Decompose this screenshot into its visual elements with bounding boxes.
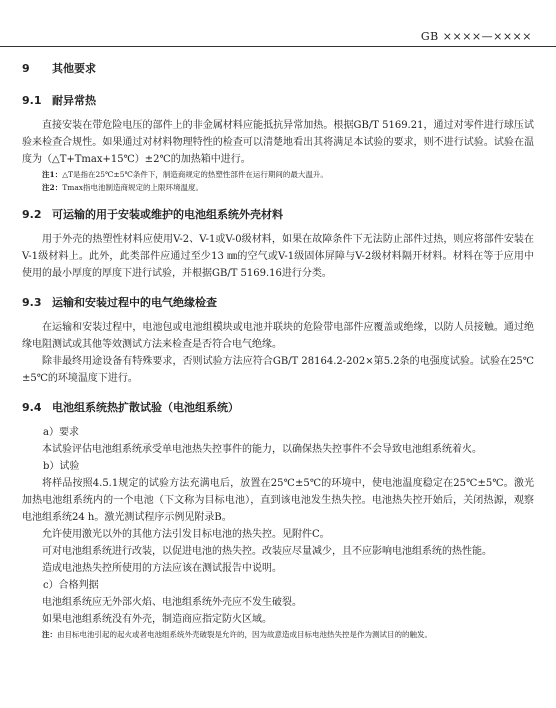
section-number: 9.3	[22, 296, 42, 309]
section-number: 9.1	[22, 94, 42, 107]
subsection-label: c）合格判据	[43, 580, 99, 591]
section-number: 9	[22, 62, 30, 75]
section-9-1-heading	[22, 92, 534, 108]
section-9-2-heading	[22, 206, 534, 222]
note-text: △T是指在25℃±5℃条件下，制造商规定的热塑性部件在运行期间的最大温升。	[62, 170, 328, 179]
note	[22, 628, 534, 641]
note	[22, 181, 534, 194]
paragraph: 电池组系统应无外部火焰、电池组系统外壳应不发生破裂。	[42, 597, 302, 608]
paragraph: 将样品按照4.5.1规定的试验方法充满电后，放置在25℃±5℃的环境中，使电池温度稳定在25℃±5℃。激光加热电池组系统内的一个电池（下文称为目标电池），直到该电池发生热失控。电池热失控开始后，关闭热源，观察电池组系统24 h。激光测试程序示例见附录B。	[22, 478, 534, 523]
section-title: 电池组系统热扩散试验（电池组系统）	[52, 401, 239, 414]
section-number: 9.2	[22, 208, 42, 221]
note	[22, 168, 534, 181]
section-9-3-heading	[22, 294, 534, 310]
note-label: 注1：	[42, 170, 63, 179]
paragraph: 除非最终用途设备有特殊要求，否则试验方法应符合GB/T 28164.2-202×第5.2条的电强度试验。试验在25℃±5℃的环境温度下进行。	[22, 356, 534, 384]
document-body	[22, 60, 534, 641]
paragraph: 造成电池热失控所使用的方法应该在测试报告中说明。	[42, 563, 282, 574]
paragraph: 如果电池组系统没有外壳，制造商应指定防火区域。	[42, 614, 272, 625]
paragraph: 可对电池组系统进行改装，以促进电池的热失控。改装应尽量减少，且不应影响电池组系统的热性能。	[42, 546, 492, 557]
standard-code: GB ××××—××××	[420, 30, 532, 43]
subsection-label: b）试验	[43, 461, 80, 472]
section-title: 可运输的用于安装或维护的电池组系统外壳材料	[52, 208, 283, 221]
section-number: 9.4	[22, 401, 42, 414]
section-9-heading	[22, 60, 534, 76]
paragraph: 在运输和安装过程中，电池包或电池组模块或电池并联块的危险带电部件应覆盖或绝缘，以防人员接触。通过绝缘电阻测试或其他等效测试方法来检查是否符合电气绝缘。	[22, 322, 534, 350]
note-text: 由目标电池引起的起火或者电池组系统外壳破裂是允许的，因为故意造成目标电池热失控是作为测试目的的触发。	[57, 630, 432, 639]
section-title: 耐异常热	[52, 94, 96, 107]
note-label: 注：	[42, 630, 57, 639]
paragraph: 允许使用激光以外的其他方法引发目标电池的热失控。见附件C。	[42, 529, 330, 540]
section-9-4-heading	[22, 399, 534, 415]
paragraph: 直接安装在带危险电压的部件上的非金属材料应能抵抗异常加热。根据GB/T 5169.21，通过对零件进行球压试验来检查合规性。如果通过对材料物理特性的检查可以清楚地看出其将满足本试验的要求，则不进行试验。试验在温度为（△T+Tmax+15℃）±2℃的加热箱中进行。	[22, 120, 534, 165]
paragraph: 本试验评估电池组系统承受单电池热失控事件的能力，以确保热失控事件不会导致电池组系统着火。	[42, 444, 482, 455]
section-title: 其他要求	[52, 62, 96, 75]
note-text: Tmax指电池制造商规定的上限环境温度。	[62, 183, 204, 192]
note-label: 注2：	[42, 183, 63, 192]
paragraph: 用于外壳的热塑性材料应使用V-2、V-1或V-0级材料，如果在故障条件下无法防止部件过热，则应将部件安装在V-1级材料上。此外，此类部件应通过至少13 ㎜的空气或V-1级固体屏障与V-2级材料隔开材料。材料在等于应用中使用的最小厚度的厚度下进行试验，并根据GB/T 5169.16进行分类。	[22, 234, 534, 279]
subsection-label: a）要求	[43, 427, 79, 438]
section-title: 运输和安装过程中的电气绝缘检查	[52, 296, 217, 309]
header-rule	[0, 46, 556, 47]
